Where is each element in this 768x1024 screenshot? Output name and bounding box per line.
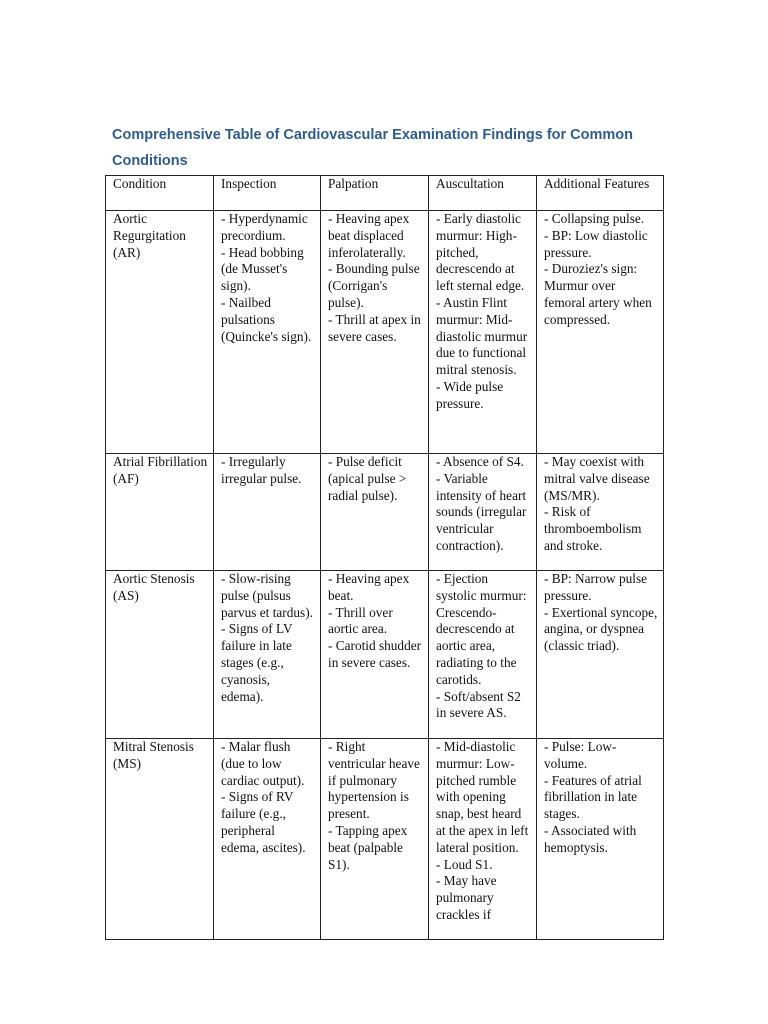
finding-item: - May have pulmonary crackles if bbox=[436, 873, 500, 922]
finding-item: - Tapping apex beat (palpable S1). bbox=[328, 822, 411, 872]
finding-item: - Pulse deficit (apical pulse > radial pulse). bbox=[328, 454, 410, 503]
additional-features-cell bbox=[537, 739, 664, 940]
condition-name: Aortic Regurgitation (AR) bbox=[113, 211, 190, 260]
table-row bbox=[106, 739, 664, 940]
finding-item: - Slow-rising pulse (pulsus parvus et tardus). bbox=[221, 571, 313, 620]
finding-item: - Nailbed pulsations (Quincke's sign). bbox=[221, 294, 312, 344]
document-title: Comprehensive Table of Cardiovascular Examination Findings for Common Conditions bbox=[112, 127, 634, 169]
header-condition: Condition bbox=[106, 176, 214, 211]
condition-cell bbox=[106, 571, 214, 739]
inspection-cell bbox=[214, 454, 321, 571]
additional-features-cell bbox=[537, 454, 664, 571]
finding-item: - Exertional syncope, angina, or dyspnea (classic triad). bbox=[544, 604, 661, 654]
finding-item: - Carotid shudder in severe cases. bbox=[328, 638, 425, 670]
finding-item: - Risk of thromboembolism and stroke. bbox=[544, 504, 645, 553]
table-body bbox=[106, 211, 664, 940]
additional-features-cell bbox=[537, 571, 664, 739]
palpation-cell bbox=[321, 739, 429, 940]
finding-item: - Hyperdynamic precordium. bbox=[221, 211, 312, 243]
header-additional-features: Additional Features bbox=[537, 176, 664, 211]
finding-item: - Absence of S4. bbox=[436, 454, 524, 469]
finding-item: - Austin Flint murmur: Mid-diastolic murmur due to functional mitral stenosis. bbox=[436, 294, 531, 378]
header-palpation: Palpation bbox=[321, 176, 429, 211]
finding-item: - Features of atrial fibrillation in late stages. bbox=[544, 772, 646, 822]
condition-name: Aortic Stenosis (AS) bbox=[113, 571, 198, 603]
finding-item: - Malar flush (due to low cardiac output). bbox=[221, 739, 305, 788]
finding-item: - Heaving apex beat. bbox=[328, 571, 413, 603]
palpation-cell bbox=[321, 211, 429, 454]
finding-item: - Loud S1. bbox=[436, 856, 493, 872]
inspection-cell bbox=[214, 571, 321, 739]
finding-item: - Variable intensity of heart sounds (irregular ventricular contraction). bbox=[436, 470, 530, 553]
header-inspection: Inspection bbox=[214, 176, 321, 211]
finding-item: - Thrill over aortic area. bbox=[328, 604, 397, 637]
condition-cell bbox=[106, 454, 214, 571]
finding-item: - Soft/absent S2 in severe AS. bbox=[436, 688, 525, 721]
table-row bbox=[106, 571, 664, 739]
additional-features-cell bbox=[537, 211, 664, 454]
inspection-cell bbox=[214, 739, 321, 940]
finding-item: - BP: Low diastolic pressure. bbox=[544, 227, 652, 260]
finding-item: - Collapsing pulse. bbox=[544, 211, 645, 226]
finding-item: - Signs of RV failure (e.g., peripheral edema, ascites). bbox=[221, 789, 306, 855]
finding-item: - Right ventricular heave if pulmonary hypertension is present. bbox=[328, 739, 424, 822]
findings-table bbox=[105, 175, 664, 940]
auscultation-cell bbox=[429, 739, 537, 940]
finding-item: - BP: Narrow pulse pressure. bbox=[544, 571, 651, 603]
finding-item: - Bounding pulse (Corrigan's pulse). bbox=[328, 261, 423, 310]
finding-item: - Wide pulse pressure. bbox=[436, 378, 507, 411]
finding-item: - Head bobbing (de Musset's sign). bbox=[221, 244, 308, 294]
finding-item: - Associated with hemoptysis. bbox=[544, 822, 640, 855]
finding-item: - Signs of LV failure in late stages (e.g., cyanosis, edema). bbox=[221, 621, 296, 704]
condition-cell bbox=[106, 739, 214, 940]
finding-item: - Mid-diastolic murmur: Low-pitched rumble with opening snap, best heard at the apex in left lateral position. bbox=[436, 739, 532, 855]
finding-item: - Heaving apex beat displaced inferolaterally. bbox=[328, 211, 413, 260]
table-header-row bbox=[106, 176, 664, 211]
condition-name: Mitral Stenosis (MS) bbox=[113, 739, 198, 771]
inspection-cell bbox=[214, 211, 321, 454]
auscultation-cell bbox=[429, 211, 537, 454]
condition-cell bbox=[106, 211, 214, 454]
palpation-cell bbox=[321, 571, 429, 739]
finding-item: - Thrill at apex in severe cases. bbox=[328, 311, 425, 344]
finding-item: - Ejection systolic murmur: Crescendo-decrescendo at aortic area, radiating to the carotids. bbox=[436, 571, 530, 687]
finding-item: - Pulse: Low-volume. bbox=[544, 739, 617, 771]
palpation-cell bbox=[321, 454, 429, 571]
finding-item: - Early diastolic murmur: High-pitched, decrescendo at left sternal edge. bbox=[436, 211, 525, 294]
header-auscultation: Auscultation bbox=[429, 176, 537, 211]
finding-item: - Irregularly irregular pulse. bbox=[221, 454, 302, 486]
table-row bbox=[106, 454, 664, 571]
finding-item: - Duroziez's sign: Murmur over femoral artery when compressed. bbox=[544, 261, 656, 327]
auscultation-cell bbox=[429, 454, 537, 571]
finding-item: - May coexist with mitral valve disease (MS/MR). bbox=[544, 454, 653, 503]
table-row bbox=[106, 211, 664, 454]
condition-name: Atrial Fibrillation (AF) bbox=[113, 454, 211, 486]
auscultation-cell bbox=[429, 571, 537, 739]
